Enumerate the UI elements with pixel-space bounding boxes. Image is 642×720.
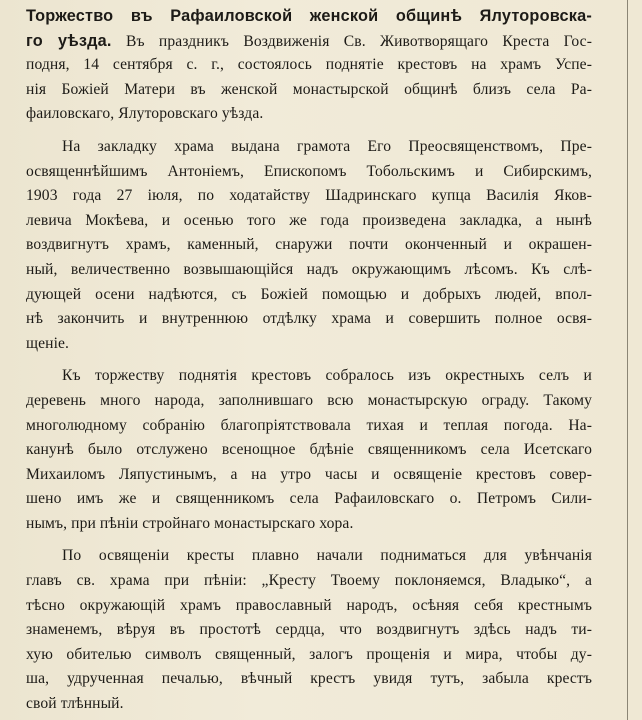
text-line: Къ торжеству поднятія крестовъ собралось изъ окрестныхъ селъ и: [62, 367, 592, 385]
text-line: левича Мокѣева, и осенью того же года произведена закладка, а нынѣ: [26, 211, 592, 229]
paragraph-3: [26, 364, 592, 536]
text-line: Михаиломъ Ляпустинымъ, а на утро часы и освященіе крестовъ совер-: [26, 465, 592, 483]
text-line: На закладку храма выдана грамота Его Преосвященствомъ, Пре-: [62, 137, 592, 155]
text-line: канунѣ было отслужено всенощное бдѣніе священникомъ села Исетскаго: [26, 441, 592, 459]
text-line: ный, величественно возвышающійся надъ окружающимъ лѣсомъ. Къ слѣ-: [26, 260, 592, 278]
text-line: знаменемъ, вѣруя въ простотѣ сердца, что воздвигнутъ здѣсь надъ ти-: [26, 621, 592, 639]
paragraph-1: [26, 4, 592, 127]
text-line: 1903 года 27 іюля, по ходатайству Шадринскаго купца Василія Яков-: [26, 187, 592, 205]
article-heading: Торжество въ Рафаиловской женской общинѣ Ялуторовска-: [26, 7, 592, 25]
paragraph-4: [26, 544, 592, 716]
text-line: ша, удрученная печалью, вѣчный крестъ увидя тутъ, забыла крестъ: [26, 670, 592, 688]
text-line: нымъ, при пѣніи стройнаго монастырскаго хора.: [26, 514, 354, 532]
text-line: [26, 4, 592, 29]
article-heading-end: го уѣзда.: [26, 31, 112, 50]
text-line: хую обителью символъ священный, залогъ прощенія и мира, чтобы ду-: [26, 645, 592, 663]
text-line: главъ св. храма при пѣніи: „Кресту Твоему поклоняемся, Владыко“, а: [26, 572, 592, 590]
text-line: освященнѣйшимъ Антоніемъ, Епископомъ Тобольскимъ и Сибирскимъ,: [26, 162, 592, 180]
text-line: фаиловскаго, Ялуторовскаго уѣзда.: [26, 105, 264, 123]
text-line: свой тлѣнный.: [26, 695, 124, 713]
text-line: [26, 29, 592, 54]
text-line: деревень много народа, заполнившаго всю монастырскую ограду. Такому: [26, 391, 592, 409]
text-line: многолюдному собранію благопріятствовала тихая и теплая погода. На-: [26, 416, 592, 434]
paragraph-2: [26, 135, 592, 356]
text-line: воздвигнутъ храмъ, каменный, снаружи почти оконченный и окрашен-: [26, 236, 592, 254]
text-line: нія Божіей Матери въ женской монастырской общинѣ близъ села Ра-: [26, 80, 592, 98]
text-line: щеніе.: [26, 334, 70, 352]
line-text: Въ праздникъ Воздвиженія Св. Животворящаго Креста Гос-: [111, 32, 592, 50]
text-line: нѣ закончить и внутреннюю отдѣлку храма и совершить полное освя-: [26, 310, 592, 328]
text-line: тѣсно окружающій храмъ православный народъ, осѣняя себя крестнымъ: [26, 596, 592, 614]
page-edge-rule: [627, 0, 628, 720]
article-body: [26, 4, 592, 717]
text-line: дующей осени надѣются, съ Божіей помощью и добрыхъ людей, впол-: [26, 285, 592, 303]
text-line: По освященіи кресты плавно начали подниматься для увѣнчанія: [62, 547, 592, 565]
text-line: шено имъ же и священникомъ села Рафаиловскаго о. Петромъ Сили-: [26, 490, 592, 508]
text-line: подня, 14 сентября с. г., состоялось поднятіе крестовъ на храмъ Успе-: [26, 56, 592, 74]
